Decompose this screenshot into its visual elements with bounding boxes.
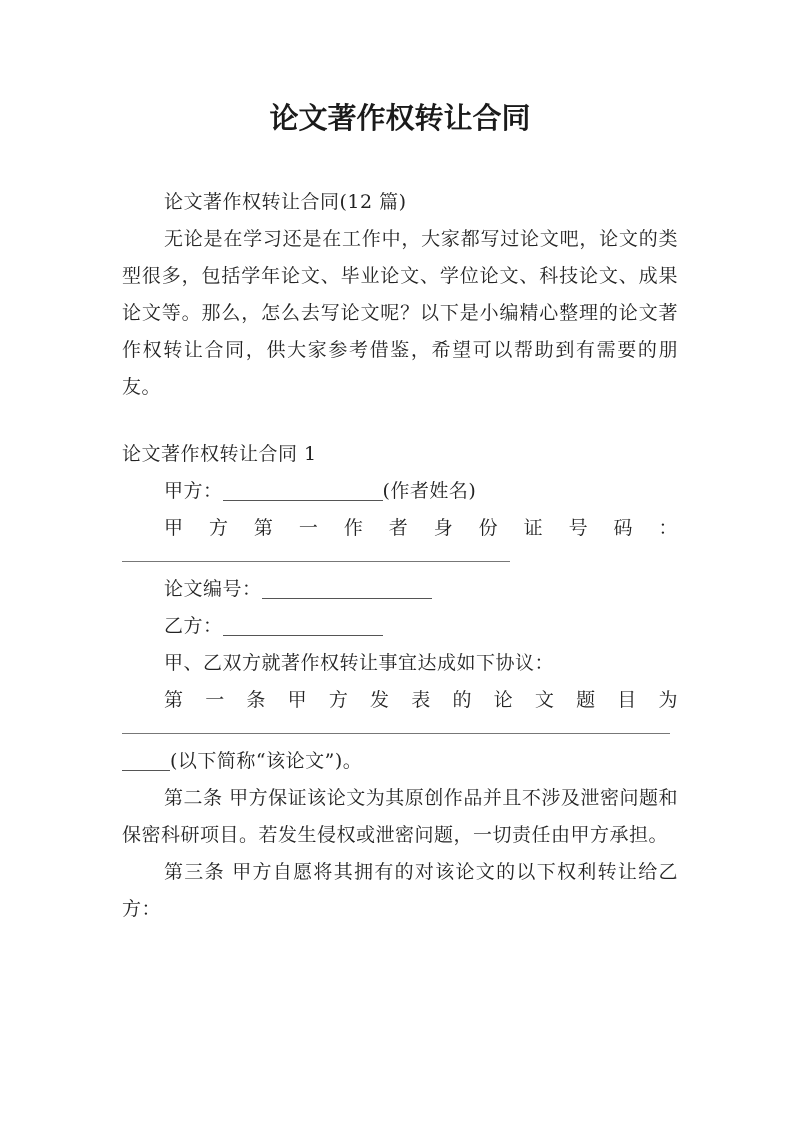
paper-number-label: 论文编号： [164, 578, 262, 600]
id-number-blank[interactable] [122, 547, 510, 562]
section-gap [122, 406, 678, 436]
agreement-line: 甲、乙双方就著作权转让事宜达成如下协议： [164, 652, 555, 674]
party-a-label: 甲方： [164, 480, 223, 502]
id-number-label: 甲方第一作者身份证号码： [164, 517, 678, 539]
party-b-label: 乙方： [164, 615, 223, 637]
party-a-suffix: (作者姓名) [382, 480, 477, 502]
paper-title-blank-end[interactable] [122, 751, 170, 771]
document-body [122, 184, 678, 928]
intro-paragraph: 无论是在学习还是在工作中，大家都写过论文吧，论文的类型很多，包括学年论文、毕业论文、学位论文、科技论文、成果论文等。那么，怎么去写论文呢？以下是小编精心整理的论文著作权转让合同，供大家参考借鉴，希望可以帮助到有需要的朋友。 [122, 228, 678, 398]
intro-subtitle: 论文著作权转让合同(12 篇) [164, 191, 407, 213]
contract-heading: 论文著作权转让合同 1 [122, 443, 317, 465]
paper-number-blank[interactable] [262, 579, 432, 599]
party-a-line [122, 473, 678, 510]
party-b-line [122, 608, 678, 645]
article-1-lead: 第一条甲方发表的论文题目为 [164, 689, 678, 711]
article-3: 第三条 甲方自愿将其拥有的对该论文的以下权利转让给乙方： [122, 861, 678, 920]
article-1-tail-line [122, 743, 678, 780]
paper-title-blank[interactable] [122, 719, 670, 734]
paper-number-line [122, 571, 678, 608]
article-2: 第二条 甲方保证该论文为其原创作品并且不涉及泄密问题和保密科研项目。若发生侵权或泄密问题，一切责任由甲方承担。 [122, 787, 678, 846]
party-b-name-blank[interactable] [223, 616, 383, 636]
article-1-tail: (以下简称“该论文”)。 [170, 750, 363, 772]
document-title: 论文著作权转让合同 [269, 101, 531, 135]
party-a-name-blank[interactable] [223, 481, 383, 501]
